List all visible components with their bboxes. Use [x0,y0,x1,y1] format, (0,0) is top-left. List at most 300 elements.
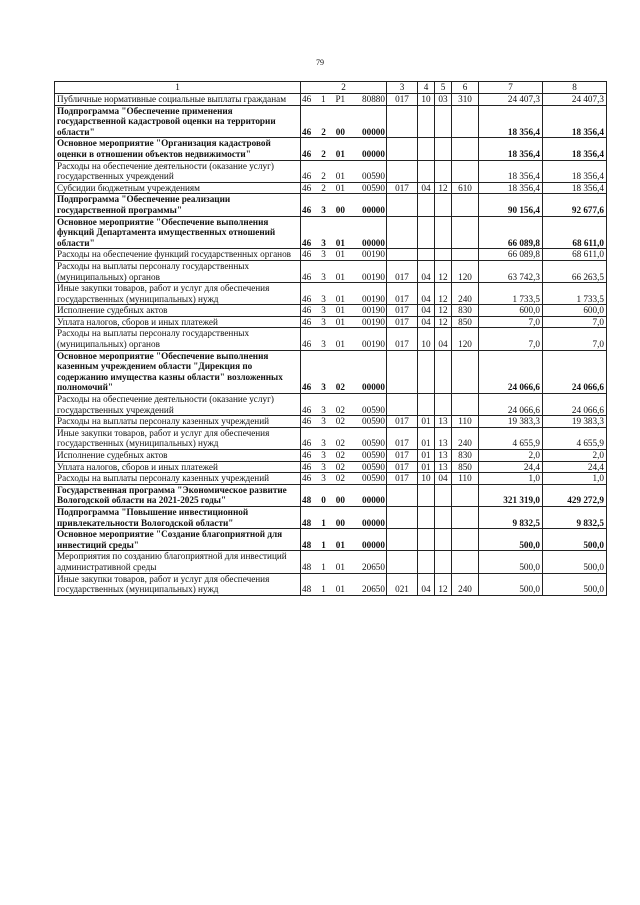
row-name: Мероприятия по созданию благоприятной для инвестиций административной среды [55,551,301,573]
row-value-col7: 24 066,6 [479,394,543,416]
row-name: Расходы на выплаты персоналу государственных (муниципальных) органов [55,260,301,282]
row-vr: 850 [452,316,479,328]
row-rz [418,216,435,249]
row-value-col8: 24 407,3 [543,94,607,106]
csr-code-part: 3 [321,438,326,449]
table-row [55,105,607,138]
csr-code-part: 00 [335,495,345,506]
row-grbs [387,194,418,216]
row-value-col7: 7,0 [479,328,543,350]
row-rz [418,394,435,416]
csr-code-parts [302,317,385,328]
row-name: Иные закупки товаров, работ и услуг для обеспечения государственных (муниципальных) нужд [55,283,301,305]
csr-code-part: 20650 [362,584,385,595]
row-value-col7: 9 832,5 [479,506,543,528]
csr-code-part: 00590 [362,438,385,449]
csr-code-part: 00000 [362,495,385,506]
csr-code-part: 3 [321,339,326,350]
csr-code-part: 00190 [362,271,385,282]
csr-code-parts [302,562,385,573]
row-value-col8: 68 611,0 [543,249,607,261]
csr-code-part: 02 [335,404,345,415]
csr-code-part: 46 [302,339,312,350]
row-value-col8: 92 677,6 [543,194,607,216]
csr-code-part: 3 [321,316,326,327]
csr-code-part: 00000 [362,517,385,528]
row-grbs: 017 [387,283,418,305]
csr-code-part: 46 [302,293,312,304]
row-pr [435,160,452,182]
csr-code-part: 00590 [362,171,385,182]
csr-code-part: 01 [335,539,345,550]
row-value-col8: 24 066,6 [543,350,607,393]
csr-code-part: 01 [335,561,345,572]
row-rz [418,160,435,182]
csr-code-part: 46 [302,461,312,472]
row-vr [452,484,479,506]
row-vr [452,138,479,160]
csr-code-part: 46 [302,305,312,316]
csr-code-parts [302,518,385,529]
row-value-col7: 66 089,8 [479,216,543,249]
csr-code-part: 48 [302,495,312,506]
csr-code-part: 2 [321,126,326,137]
row-vr [452,394,479,416]
row-value-col8: 600,0 [543,305,607,317]
row-vr [452,506,479,528]
row-name: Иные закупки товаров, работ и услуг для обеспечения государственных (муниципальных) нужд [55,573,301,595]
csr-code-part: 00590 [362,473,385,484]
csr-code-part: 3 [321,293,326,304]
row-rz: 10 [418,473,435,485]
row-csr-code [301,551,387,573]
row-value-col7: 24,4 [479,461,543,473]
csr-code-parts [302,238,385,249]
row-value-col7: 321 319,0 [479,484,543,506]
csr-code-part: 01 [335,237,345,248]
table-row [55,138,607,160]
csr-code-part: 00190 [362,293,385,304]
row-value-col7: 600,0 [479,305,543,317]
csr-code-part: 02 [335,450,345,460]
row-value-col7: 4 655,9 [479,427,543,449]
csr-code-part: 3 [321,416,326,427]
csr-code-parts [302,205,385,216]
csr-code-parts [302,540,385,551]
row-vr: 830 [452,450,479,462]
row-value-col8: 500,0 [543,529,607,551]
row-pr: 12 [435,573,452,595]
table-row [55,394,607,416]
row-pr: 12 [435,316,452,328]
csr-code-part: 48 [302,539,312,550]
csr-code-part: 3 [321,271,326,282]
row-value-col7: 90 156,4 [479,194,543,216]
row-grbs: 017 [387,260,418,282]
csr-code-part: 3 [321,450,326,460]
row-value-col8: 24,4 [543,461,607,473]
csr-code-part: 01 [335,182,345,193]
row-vr: 240 [452,427,479,449]
row-grbs: 017 [387,427,418,449]
row-csr-code [301,316,387,328]
row-pr: 04 [435,328,452,350]
row-pr: 13 [435,461,452,473]
csr-code-part: 46 [302,148,312,159]
table-row [55,473,607,485]
row-value-col7: 24 066,6 [479,350,543,393]
row-grbs [387,138,418,160]
row-csr-code [301,328,387,350]
row-rz: 10 [418,94,435,106]
row-grbs [387,529,418,551]
row-csr-code [301,484,387,506]
row-rz [418,506,435,528]
csr-code-part: 00 [335,204,345,215]
row-name: Государственная программа "Экономическое развитие Вологодской области на 2021-2025 годы" [55,484,301,506]
row-pr [435,551,452,573]
row-value-col7: 63 742,3 [479,260,543,282]
row-name: Расходы на обеспечение деятельности (оказание услуг) государственных учреждений [55,394,301,416]
table-row [55,506,607,528]
row-vr [452,194,479,216]
row-pr: 13 [435,416,452,428]
row-csr-code [301,138,387,160]
row-value-col8: 19 383,3 [543,416,607,428]
row-pr: 12 [435,182,452,194]
row-rz: 10 [418,328,435,350]
row-grbs: 017 [387,182,418,194]
csr-code-part: 46 [302,473,312,484]
row-rz: 01 [418,416,435,428]
csr-code-part: 00590 [362,461,385,472]
row-rz [418,194,435,216]
row-value-col7: 66 089,8 [479,249,543,261]
row-name: Расходы на выплаты персоналу казенных учреждений [55,473,301,485]
row-grbs: 017 [387,94,418,106]
row-vr [452,551,479,573]
row-name: Основное мероприятие "Создание благоприятной для инвестиций среды" [55,529,301,551]
row-value-col8: 68 611,0 [543,216,607,249]
csr-code-parts [302,382,385,393]
row-csr-code [301,450,387,462]
row-vr [452,105,479,138]
row-value-col8: 66 263,5 [543,260,607,282]
csr-code-parts [302,405,385,416]
row-rz [418,484,435,506]
row-rz [418,105,435,138]
csr-code-part: 46 [302,404,312,415]
csr-code-part: 2 [321,182,326,193]
row-rz: 04 [418,316,435,328]
row-value-col8: 500,0 [543,573,607,595]
row-vr: 110 [452,416,479,428]
table-row [55,350,607,393]
csr-code-part: 2 [321,171,326,182]
csr-code-part: 3 [321,473,326,484]
table-row [55,249,607,261]
csr-code-part: 3 [321,404,326,415]
csr-code-part: 46 [302,237,312,248]
csr-code-part: 01 [335,148,345,159]
row-pr [435,484,452,506]
row-grbs: 017 [387,461,418,473]
csr-code-part: 00000 [362,382,385,393]
row-pr [435,105,452,138]
row-rz: 04 [418,283,435,305]
row-value-col8: 2,0 [543,450,607,462]
row-name: Уплата налогов, сборов и иных платежей [55,316,301,328]
row-value-col8: 7,0 [543,328,607,350]
row-vr: 830 [452,305,479,317]
csr-code-part: 00190 [362,339,385,350]
csr-code-part: 01 [335,339,345,350]
row-pr: 03 [435,94,452,106]
row-pr: 04 [435,473,452,485]
row-pr [435,194,452,216]
csr-code-parts [302,339,385,350]
header-cell: 4 [418,82,435,94]
csr-code-parts [302,305,385,316]
csr-code-part: 48 [302,517,312,528]
table-row [55,160,607,182]
row-value-col7: 1 733,5 [479,283,543,305]
row-vr: 310 [452,94,479,106]
row-vr [452,529,479,551]
csr-code-part: 48 [302,561,312,572]
row-name: Основное мероприятие "Обеспечение выполнения казенным учреждением области "Дирекция по содержанию имущества казны области" возложенных полномочий" [55,350,301,393]
row-grbs [387,160,418,182]
row-csr-code [301,427,387,449]
row-value-col7: 18 356,4 [479,160,543,182]
row-vr: 110 [452,473,479,485]
row-grbs [387,105,418,138]
row-value-col8: 18 356,4 [543,105,607,138]
table-row [55,484,607,506]
row-grbs: 017 [387,450,418,462]
csr-code-part: 01 [335,584,345,595]
row-csr-code [301,473,387,485]
row-value-col8: 1,0 [543,473,607,485]
csr-code-parts [302,127,385,138]
row-value-col8: 7,0 [543,316,607,328]
row-pr: 12 [435,260,452,282]
csr-code-part: 46 [302,416,312,427]
csr-code-part: 3 [321,382,326,393]
csr-code-part: 02 [335,382,345,393]
row-value-col8: 18 356,4 [543,138,607,160]
row-csr-code [301,216,387,249]
row-pr [435,138,452,160]
row-csr-code [301,260,387,282]
row-csr-code [301,249,387,261]
row-name: Расходы на выплаты персоналу государственных (муниципальных) органов [55,328,301,350]
row-pr: 13 [435,450,452,462]
header-cell: 7 [479,82,543,94]
csr-code-part: 00190 [362,249,385,260]
csr-code-part: 1 [321,517,326,528]
table-header-row [55,82,607,94]
header-cell: 2 [301,82,387,94]
row-grbs: 017 [387,316,418,328]
csr-code-part: 01 [335,293,345,304]
row-value-col8: 24 066,6 [543,394,607,416]
csr-code-part: 1 [321,539,326,550]
row-rz: 01 [418,427,435,449]
row-rz [418,551,435,573]
csr-code-part: 02 [335,416,345,427]
row-value-col8: 4 655,9 [543,427,607,449]
csr-code-parts [302,272,385,283]
row-rz: 01 [418,461,435,473]
csr-code-part: 00000 [362,204,385,215]
row-value-col7: 2,0 [479,450,543,462]
row-pr [435,249,452,261]
row-vr: 240 [452,283,479,305]
row-vr [452,249,479,261]
row-rz: 04 [418,305,435,317]
row-grbs [387,249,418,261]
table-body [55,82,607,596]
row-name: Расходы на обеспечение функций государственных органов [55,249,301,261]
row-grbs [387,484,418,506]
row-value-col7: 18 356,4 [479,105,543,138]
row-name: Уплата налогов, сборов и иных платежей [55,461,301,473]
row-vr [452,216,479,249]
csr-code-part: 02 [335,473,345,484]
csr-code-parts [302,462,385,473]
csr-code-part: 1 [321,561,326,572]
csr-code-part: 00000 [362,237,385,248]
table-row [55,182,607,194]
csr-code-part: 01 [335,316,345,327]
table-row [55,529,607,551]
row-csr-code [301,350,387,393]
table-row [55,461,607,473]
csr-code-part: 46 [302,316,312,327]
row-grbs [387,551,418,573]
csr-code-part: 46 [302,249,312,260]
csr-code-part: 01 [335,305,345,316]
csr-code-part: 00000 [362,148,385,159]
csr-code-parts [302,94,385,105]
csr-code-parts [302,450,385,461]
row-name: Расходы на обеспечение деятельности (оказание услуг) государственных учреждений [55,160,301,182]
header-cell: 3 [387,82,418,94]
row-csr-code [301,506,387,528]
row-vr [452,160,479,182]
table-row [55,316,607,328]
table-row [55,194,607,216]
csr-code-part: 02 [335,438,345,449]
csr-code-part: 3 [321,461,326,472]
csr-code-parts [302,438,385,449]
row-name: Субсидии бюджетным учреждениям [55,182,301,194]
csr-code-part: 46 [302,450,312,460]
table-row [55,283,607,305]
header-cell: 6 [452,82,479,94]
row-csr-code [301,94,387,106]
header-cell: 5 [435,82,452,94]
row-grbs [387,394,418,416]
row-grbs: 017 [387,473,418,485]
row-csr-code [301,394,387,416]
csr-code-part: 1 [321,94,326,104]
row-rz: 04 [418,260,435,282]
csr-code-part: 01 [335,171,345,182]
csr-code-part: 00000 [362,539,385,550]
row-csr-code [301,416,387,428]
row-csr-code [301,105,387,138]
row-value-col8: 1 733,5 [543,283,607,305]
row-grbs: 017 [387,416,418,428]
row-name: Иные закупки товаров, работ и услуг для обеспечения государственных (муниципальных) нужд [55,427,301,449]
row-vr: 850 [452,461,479,473]
row-vr: 120 [452,328,479,350]
csr-code-parts [302,171,385,182]
row-csr-code [301,283,387,305]
csr-code-parts [302,416,385,427]
row-pr [435,506,452,528]
csr-code-part: 46 [302,382,312,393]
csr-code-parts [302,249,385,260]
csr-code-part: 00190 [362,316,385,327]
csr-code-part: 80880 [362,94,385,104]
row-value-col7: 18 356,4 [479,182,543,194]
csr-code-part: 3 [321,249,326,260]
row-pr [435,216,452,249]
row-rz [418,350,435,393]
row-grbs: 021 [387,573,418,595]
row-value-col8: 18 356,4 [543,160,607,182]
table-row [55,216,607,249]
row-grbs [387,350,418,393]
row-csr-code [301,160,387,182]
row-rz [418,138,435,160]
csr-code-parts [302,473,385,484]
row-value-col8: 429 272,9 [543,484,607,506]
row-csr-code [301,529,387,551]
row-value-col7: 500,0 [479,573,543,595]
row-name: Исполнение судебных актов [55,450,301,462]
row-name: Подпрограмма "Обеспечение применения государственной кадастровой оценки на территории области" [55,105,301,138]
csr-code-part: 46 [302,438,312,449]
csr-code-part: 1 [321,584,326,595]
row-name: Исполнение судебных актов [55,305,301,317]
row-value-col7: 19 383,3 [479,416,543,428]
row-value-col8: 18 356,4 [543,182,607,194]
csr-code-part: 00590 [362,416,385,427]
row-rz [418,529,435,551]
csr-code-part: 01 [335,249,345,260]
csr-code-part: 46 [302,271,312,282]
row-csr-code [301,194,387,216]
row-value-col7: 18 356,4 [479,138,543,160]
csr-code-parts [302,584,385,595]
row-value-col7: 24 407,3 [479,94,543,106]
header-cell: 8 [543,82,607,94]
row-rz [418,249,435,261]
budget-table [54,81,607,596]
csr-code-part: 00190 [362,305,385,316]
csr-code-part: 00000 [362,126,385,137]
row-pr: 12 [435,305,452,317]
row-name: Расходы на выплаты персоналу казенных учреждений [55,416,301,428]
csr-code-part: 02 [335,461,345,472]
row-csr-code [301,305,387,317]
row-csr-code [301,461,387,473]
csr-code-part: 0 [321,495,326,506]
